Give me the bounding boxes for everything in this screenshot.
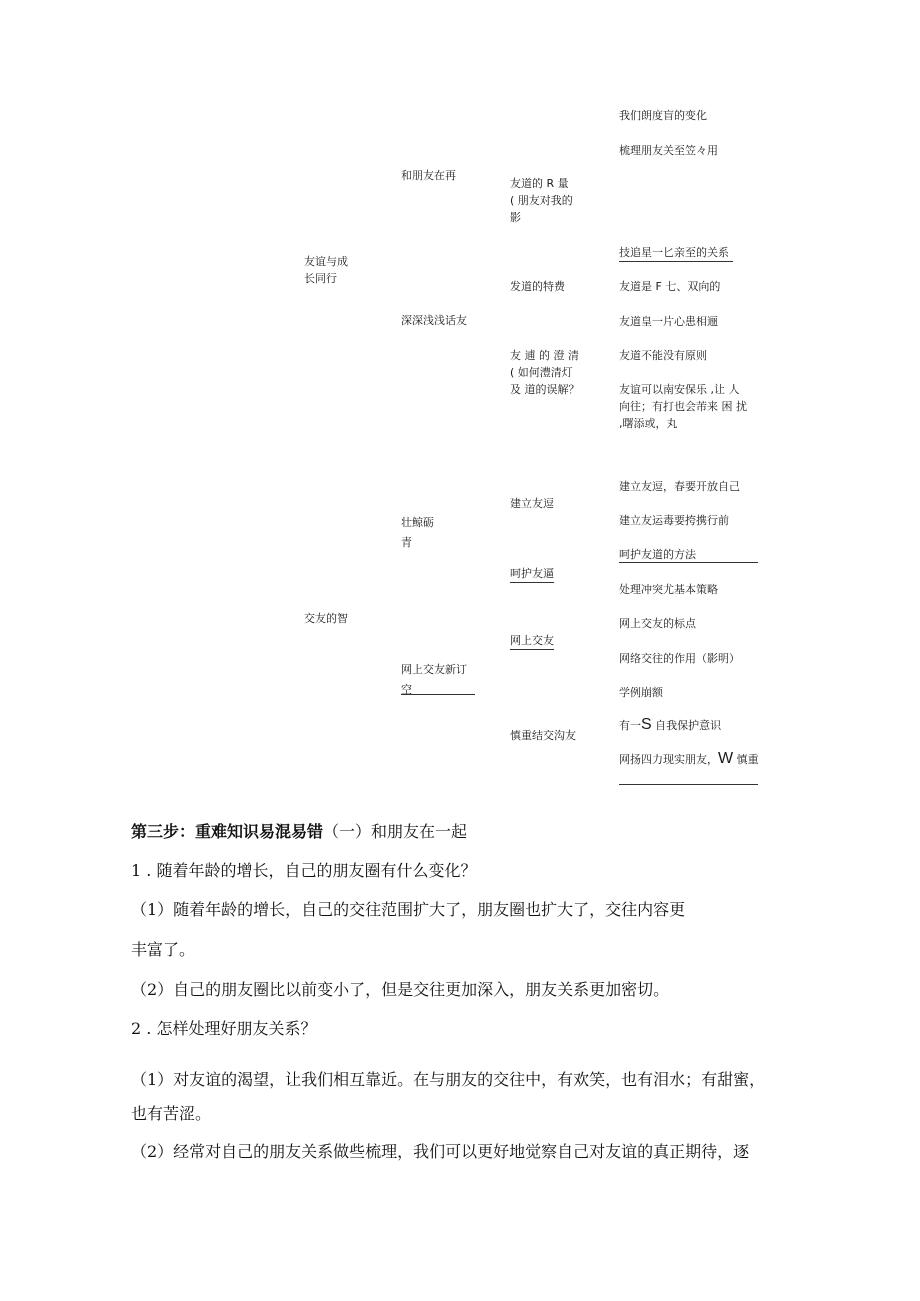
influence-line2: ( 朋友对我的 [510, 194, 573, 207]
leaf-item11: 处理冲突尤基本策略 [619, 583, 718, 596]
answer-1-1-line2: 丰富了。 [131, 940, 196, 959]
leaf-item3: 技追星一匕亲至的关系 [619, 244, 733, 262]
mindmap-root-friendship-growth [304, 253, 348, 287]
clarify-line2: ( 如何澧清灯 [510, 366, 573, 379]
mindmap-node-online: 网上交友 [510, 632, 554, 650]
underline-rule [401, 694, 475, 695]
online-line2: 空 [401, 683, 412, 696]
mindmap-node-friends-together: 和朋友在再 [401, 169, 456, 182]
answer-2-1-line2: 也有苦涩。 [131, 1104, 212, 1123]
leaf-item10: 呵护友道的方法 [619, 548, 696, 561]
leaf-item7: 友谊可以南安保乐 ,让 人 向往；有打也会芾来 困 扰 ,曙添或，丸 [619, 383, 747, 430]
mindmap-node-grow [401, 514, 434, 551]
influence-line3: 影 [510, 211, 521, 224]
item15-b: S [641, 716, 652, 733]
mindmap-node-influence [510, 175, 573, 226]
influence-line1: 友道的 R 量 [510, 177, 569, 190]
leaf-item4: 友道是 F 七、双向的 [619, 280, 721, 293]
leaf-item14: 学例崩额 [619, 686, 663, 699]
section-heading [131, 822, 801, 842]
leaf-item16 [619, 750, 759, 768]
question-1: 1 . 随着年龄的增长，自己的朋友圈有什么变化？ [131, 861, 477, 880]
leaf-item2: 梳理朋友关至笠々用 [619, 144, 718, 157]
leaf-item8: 建立友逗，春要开放自己 [619, 480, 740, 493]
answer-2-2: （2）经常对自己的朋友关系做些梳理，我们可以更好地觉察自己对友谊的真正期待，逐 [131, 1142, 750, 1161]
mindmap-node-clarify [510, 347, 580, 398]
mindmap-node-online-friends [401, 661, 467, 698]
item15-a: 有一 [619, 719, 641, 732]
leaf-item15 [619, 716, 721, 734]
underline-rule [619, 784, 758, 785]
heading-bold: 第三步：重难知识易混易错 [131, 822, 324, 841]
item16-c: 慎重 [736, 753, 759, 766]
online-line1: 网上交友新订 [401, 663, 467, 676]
clarify-line3: 及 道的误解？ [510, 383, 580, 396]
grow-line2: 青 [401, 536, 412, 549]
question-2: 2 . 怎样处理好朋友关系？ [131, 1019, 317, 1038]
leaf-item5: 友道皇一片心患相逦 [619, 315, 718, 328]
heading-rest: （一）和朋友在一起 [323, 822, 468, 841]
leaf-item12: 网上交友的标点 [619, 617, 696, 630]
item16-a: 网扬四力现实朋友， [619, 753, 718, 766]
mindmap-node-build: 建立友逗 [510, 497, 554, 510]
mindmap-node-careful: 慎重结交沟友 [510, 729, 576, 742]
grow-line1: 壮鲸砺 [401, 516, 434, 529]
root1-line2: 长同行 [304, 272, 337, 285]
underline-rule [619, 562, 758, 563]
item15-c: 自我保护意识 [655, 719, 722, 732]
item16-b: W [718, 750, 734, 767]
mindmap-node-care: 呵护友逼 [510, 565, 554, 583]
root1-line1: 友谊与成 [304, 255, 348, 268]
answer-1-1-line1: （1）随着年龄的增长，自己的交往范围扩大了，朋友圈也扩大了，交往内容更 [131, 900, 686, 919]
leaf-item6: 友道不能没有原则 [619, 349, 707, 362]
mindmap-node-deep-shallow: 深深浅浅话友 [401, 314, 467, 327]
leaf-item13: 网络交往的作用（影明） [619, 652, 740, 665]
mindmap-node-features: 发道的特费 [510, 280, 565, 293]
leaf-item1: 我们朗度盲的变化 [619, 109, 707, 122]
mindmap-root-friendship-wisdom: 交友的智 [304, 612, 348, 625]
clarify-line1: 友 逋 的 澄 清 [510, 349, 579, 362]
answer-1-2: （2）自己的朋友圈比以前变小了，但是交往更加深入，朋友关系更加密切。 [131, 980, 670, 999]
answer-2-1-line1: （1）对友谊的渴望，让我们相互靠近。在与朋友的交往中，有欢笑，也有泪水；有甜蜜， [131, 1070, 766, 1089]
leaf-item9: 建立友运毒要挎携行前 [619, 514, 729, 527]
